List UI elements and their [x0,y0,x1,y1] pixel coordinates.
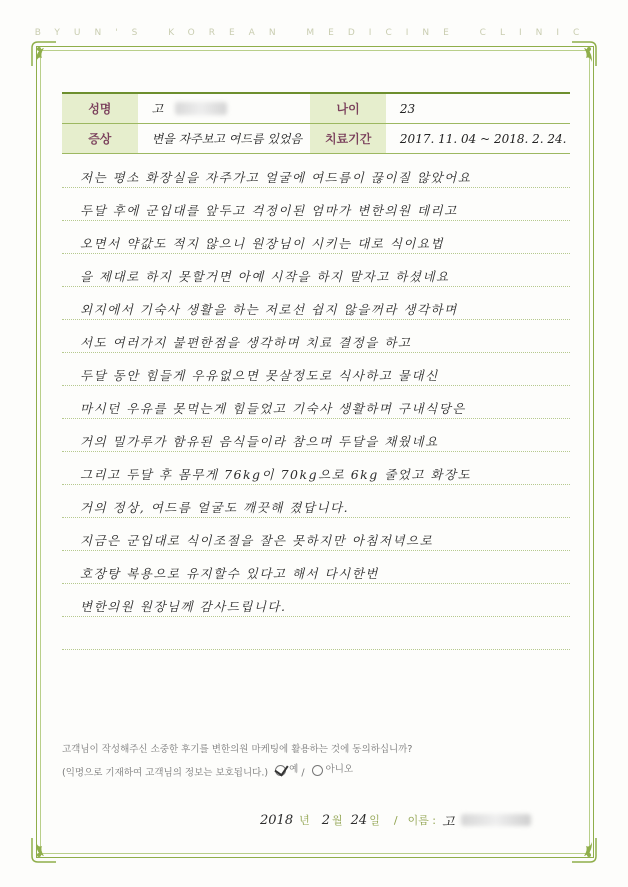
corner-ornament-icon [30,836,58,864]
info-row-name-age [62,94,570,124]
ruled-line [62,583,570,584]
name-label: 성명 [62,94,138,123]
review-text-line: 저는 평소 화장실을 자주가고 얼굴에 여드름이 끊이질 않았어요 [80,170,472,185]
handwritten-review-area [62,150,570,670]
month-unit: 월 [332,814,343,827]
patient-info-table [62,92,570,154]
consent-note: (익명으로 기재하여 고객님의 정보는 보호됩니다.) [62,767,269,779]
review-text-line: 지금은 군입대로 식이조절을 잘은 못하지만 아침저녁으로 [80,533,434,548]
ruled-line [62,484,570,485]
age-label: 나이 [310,94,386,123]
name-field [138,94,311,123]
corner-ornament-icon [30,40,58,68]
date-month: 2 [321,812,331,828]
review-text-line: 두달 동안 힘들게 우유없으면 못살정도로 식사하고 물대신 [80,368,439,383]
yes-checkmark-icon[interactable] [275,765,286,776]
signature-name-value: 고 [442,814,455,830]
year-unit: 년 [299,814,310,827]
yes-label: 예 [289,764,299,775]
consent-no-option[interactable] [312,760,354,780]
ruled-line [62,550,570,551]
date-day: 24 [350,812,368,828]
ruled-line [62,352,570,353]
review-text-line: 두달 후에 군입대를 앞두고 걱정이된 엄마가 변한의원 데리고 [80,203,458,218]
review-text-line: 거의 밀가루가 함유된 음식들이라 참으며 두달을 채웠네요 [80,434,439,449]
ruled-line [62,616,570,617]
period-label: 치료기간 [310,124,386,153]
symptom-value: 변을 자주보고 여드름 있었음 [151,132,303,146]
consent-question: 고객님이 작성해주신 소중한 후기를 변한의원 마케팅에 활용하는 것에 동의하십니까? [62,744,413,755]
ruled-line [62,451,570,452]
symptom-label: 증상 [62,124,138,153]
consent-options: (익명으로 기재하여 고객님의 정보는 보호됩니다.) 예 / 아니오 [62,760,570,784]
corner-ornament-icon [570,40,598,68]
ruled-line [62,649,570,650]
ruled-line [62,385,570,386]
consent-section [62,740,570,784]
age-value: 23 [399,101,416,116]
review-text-line: 변한의원 원장님께 감사드립니다. [80,599,287,614]
ruled-line [62,286,570,287]
review-text-line: 마시던 우유를 못먹는게 힘들었고 기숙사 생활하며 구내식당은 [80,401,466,416]
review-text-line: 그리고 두달 후 몸무게 76kg이 70kg으로 6kg 줄었고 화장도 [80,467,472,482]
day-unit: 일 [369,814,380,827]
ruled-line [62,220,570,221]
no-radio-icon[interactable] [312,765,323,776]
ruled-line [62,517,570,518]
review-text-line: 거의 정상, 여드름 얼굴도 깨끗해 졌답니다. [80,500,350,515]
review-text-line: 을 제대로 하지 못할거면 아예 시작을 하지 말자고 하셨네요 [80,269,450,284]
redacted-name-blur [175,102,227,115]
consent-yes-option[interactable] [275,760,298,780]
no-label: 아니오 [325,764,354,775]
signature-name-label: 이름 : [407,814,437,827]
date-year: 2018 [260,812,294,828]
review-text-line: 호장탕 복용으로 유지할수 있다고 해서 다시한번 [80,566,379,581]
signature-date-row: 2018 년 2 월 24 일 / 이름 : 고 [260,808,580,832]
ruled-line [62,187,570,188]
period-value: 2017. 11. 04 ~ 2018. 2. 24. [399,131,567,146]
ruled-line [62,319,570,320]
review-text-line: 오면서 약값도 적지 않으니 원장님이 시키는 대로 식이요법 [80,236,445,251]
review-text-line: 서도 여러가지 불편한점을 생각하며 치료 결정을 하고 [80,335,412,350]
corner-ornament-icon [570,836,598,864]
ruled-line [62,253,570,254]
ruled-line [62,418,570,419]
redacted-signature-blur [461,814,531,826]
clinic-header-text: BYUN'S KOREAN MEDICINE CLINIC [34,28,594,38]
name-value: 고 [151,102,164,116]
review-text-line: 외지에서 기숙사 생활을 하는 저로선 쉽지 않을꺼라 생각하며 [80,302,458,317]
